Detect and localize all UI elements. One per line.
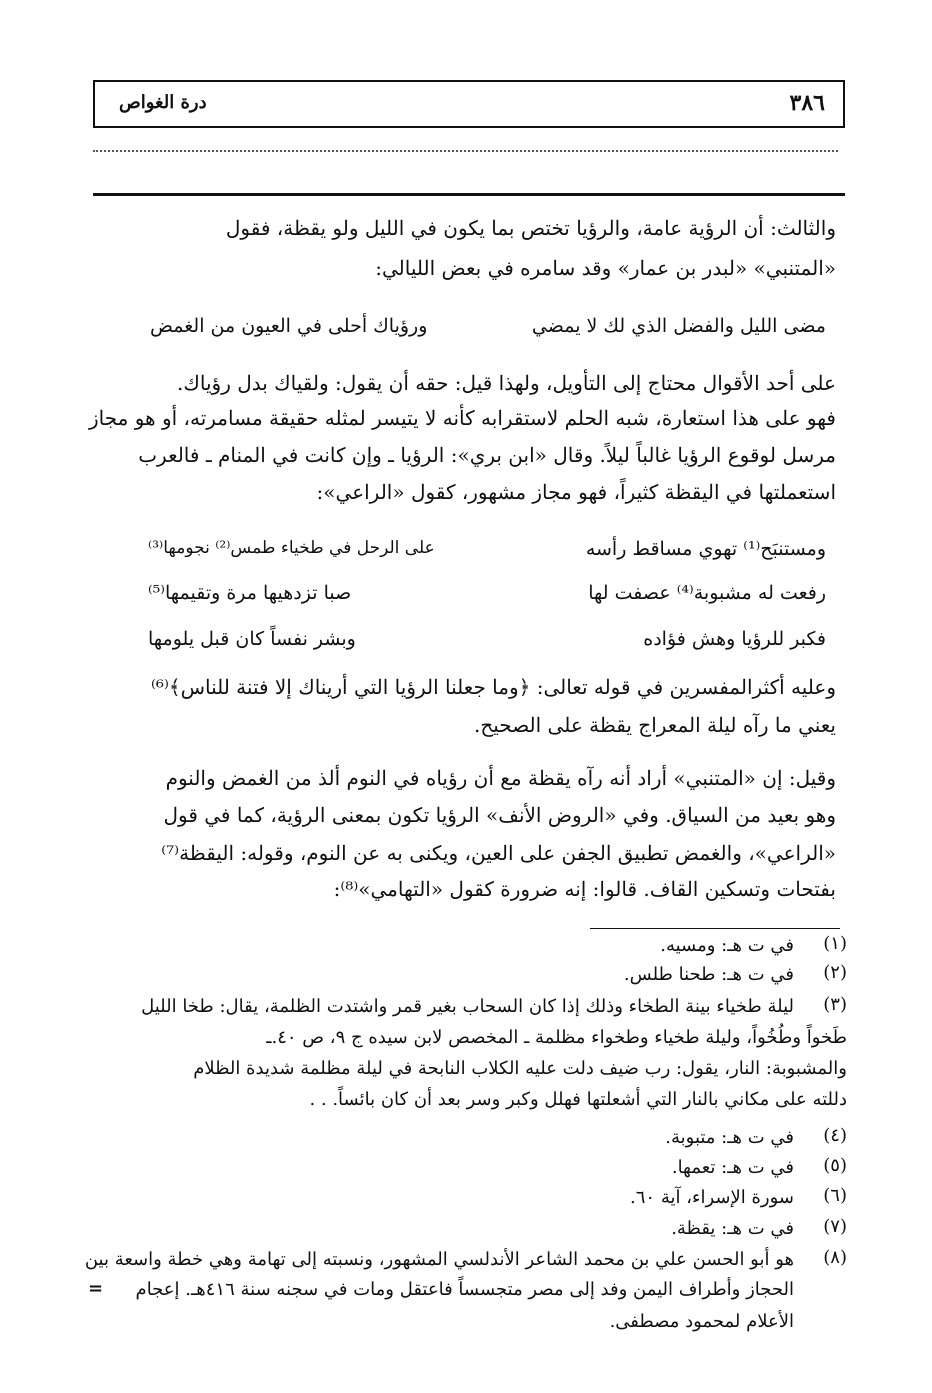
footnote-number: (١) xyxy=(823,933,847,954)
verse-hemistich-right: فكبر للرؤيا وهش فؤاده xyxy=(643,628,826,650)
footnote-text: الأعلام لمحمود مصطفى. xyxy=(609,1311,794,1332)
page-number: ٣٨٦ xyxy=(789,90,825,116)
verse-hemistich-left: وبشر نفساً كان قبل يلومها xyxy=(148,628,356,650)
footnote-number: (٥) xyxy=(823,1155,847,1176)
footnote-text: هو أبو الحسن علي بن محمد الشاعر الأندلسي المشهور، ونسبته إلى تهامة وهي خطة واسعة بين xyxy=(84,1249,794,1270)
footnote-text: في ت هـ: تعمها. xyxy=(671,1157,794,1178)
book-title: درة الغواص xyxy=(119,92,207,113)
footnote-text: والمشبوبة: النار، يقول: رب ضيف دلت عليه الكلاب النابحة في ليلة مظلمة شديدة الظلام xyxy=(193,1058,847,1079)
body-line-quran: وعليه أكثرالمفسرين في قوله تعالى: ﴿وما جعلنا الرؤيا التي أريناك إلا فتنة للناس﴾⁽⁶⁾ xyxy=(150,675,836,699)
running-header xyxy=(93,80,845,128)
dotted-separator xyxy=(93,150,838,154)
footnote-rule xyxy=(590,928,840,929)
footnote-number: (٧) xyxy=(823,1216,847,1237)
body-line: استعملتها في اليقظة كثيراً، فهو مجاز مشهور، كقول «الراعي»: xyxy=(316,480,836,504)
body-line: مرسل لوقوع الرؤيا غالباً ليلاً. وقال «ابن بري»: الرؤيا ـ وإن كانت في المنام ـ فالعرب xyxy=(138,443,836,467)
verse-hemistich-right: رفعت له مشبوبة⁽⁴⁾ عصفت لها xyxy=(588,582,826,604)
verse-hemistich-left: ورؤياك أحلى في العيون من الغمض xyxy=(150,315,428,337)
footnote-text: الحجاز وأطراف اليمن وفد إلى مصر متجسساً فاعتقل ومات في سجنه سنة ٤١٦هـ. إعجام xyxy=(135,1279,794,1300)
body-line: «المتنبي» «لبدر بن عمار» وقد سامره في بعض الليالي: xyxy=(375,256,836,280)
body-line: وقيل: إن «المتنبي» أراد أنه رآه يقظة مع أن رؤياه في النوم ألذ من الغمض والنوم xyxy=(165,766,836,790)
footnote-number: (٦) xyxy=(823,1185,847,1206)
footnote-number: (٨) xyxy=(823,1247,847,1268)
verse-hemistich-left: على الرحل في طخياء طمس⁽²⁾ نجومها⁽³⁾ xyxy=(148,538,435,558)
page-end-mark: = xyxy=(88,1278,104,1299)
footnote-text: في ت هـ: ومسيه. xyxy=(660,935,794,956)
verse-hemistich-right: مضى الليل والفضل الذي لك لا يمضي xyxy=(531,315,826,337)
footnote-text: في ت هـ: طحنا طلس. xyxy=(623,964,794,985)
footnote-text: طَخواً وطُخُواً، وليلة طخياء وطخواء مظلمة ـ المخصص لابن سيده ج ٩، ص ٤٠.ـ xyxy=(266,1027,847,1048)
body-line: على أحد الأقوال محتاج إلى التأويل، ولهذا قيل: حقه أن يقول: ولقياك بدل رؤياك. xyxy=(177,371,836,395)
footnote-text: سورة الإسراء، آية ٦٠. xyxy=(630,1187,794,1208)
footnote-text: في ت هـ: يقظة. xyxy=(671,1218,794,1239)
footnote-text: دللته على مكاني بالنار التي أشعلتها فهلل وكبر وسر بعد أن كان بائساً. . . xyxy=(309,1089,847,1110)
footnote-text: ليلة طخياء بينة الطخاء وذلك إذا كان السحاب بغير قمر واشتدت الظلمة، يقال: طخا الليل xyxy=(141,996,794,1017)
verse-hemistich-left: صبا تزدهيها مرة وتقيمها⁽⁵⁾ xyxy=(148,582,352,604)
body-line: يعني ما رآه ليلة المعراج يقظة على الصحيح. xyxy=(473,713,836,737)
footnote-number: (٣) xyxy=(823,994,847,1015)
header-rule xyxy=(93,193,845,196)
verse-hemistich-right: ومستنبَح⁽¹⁾ تهوي مساقط رأسه xyxy=(585,538,826,560)
body-line: فهو على هذا استعارة، شبه الحلم لاستقرابه كأنه لا يتيسر لمثله حقيقة مسامرته، أو هو مجاز xyxy=(88,406,836,430)
body-line: وهو بعيد من السياق. وفي «الروض الأنف» الرؤيا تكون بمعنى الرؤية، كما في قول xyxy=(163,803,836,827)
body-line: بفتحات وتسكين القاف. قالوا: إنه ضرورة كقول «التهامي»⁽⁸⁾: xyxy=(333,877,836,901)
footnote-text: في ت هـ: متبوبة. xyxy=(665,1127,794,1148)
footnote-number: (٤) xyxy=(823,1125,847,1146)
body-line: «الراعي»، والغمض تطبيق الجفن على العين، ويكنى به عن النوم، وقوله: اليقظة⁽⁷⁾ xyxy=(161,841,836,865)
body-line: والثالث: أن الرؤية عامة، والرؤيا تختص بما يكون في الليل ولو يقظة، فقول xyxy=(225,216,836,240)
footnote-number: (٢) xyxy=(823,962,847,983)
